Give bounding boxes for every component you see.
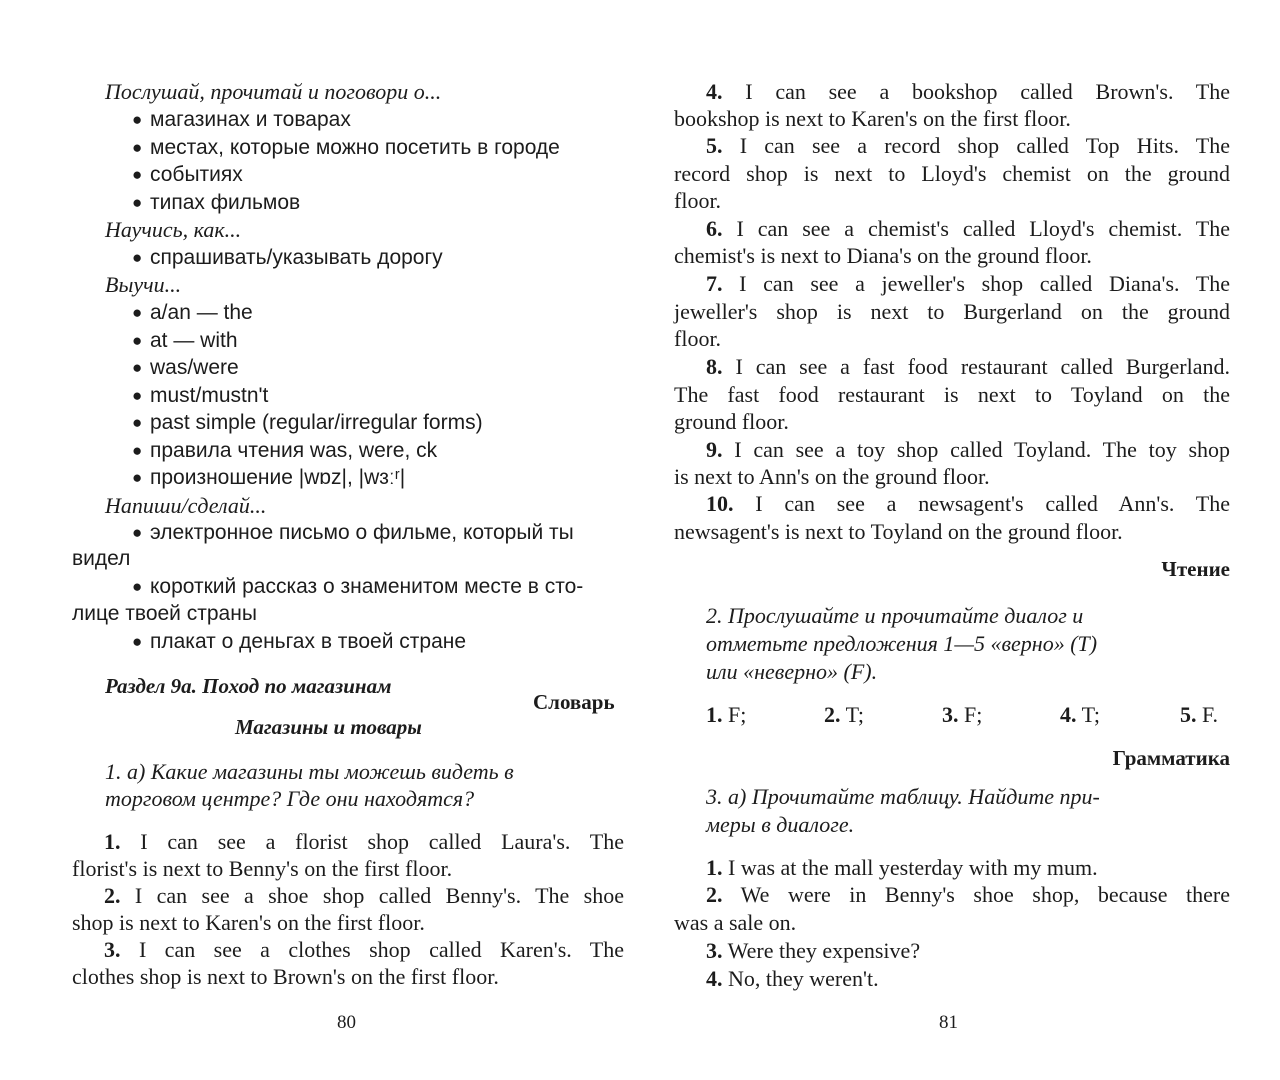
study-heading: Выучи... [105, 272, 182, 297]
study-item: ● a/an — the [132, 301, 253, 324]
answer-line: ground floor. [674, 409, 789, 434]
answer-line: 9. I can see a toy shop called Toyland. The toy shop [706, 437, 1231, 462]
answer-line: florist's is next to Benny's on the first floor. [72, 856, 453, 881]
answer-line: 5. I can see a record shop called Top Hits. The [706, 133, 1230, 158]
tf-answer: 4. T; [1060, 702, 1100, 727]
how-item: ● спрашивать/указывать дорогу [132, 246, 443, 269]
tf-answer: 5. F. [1180, 702, 1218, 727]
tf-answer: 3. F; [942, 702, 983, 727]
topic-item: ● местах, которые можно посетить в городе [132, 136, 560, 159]
answer-line: floor. [674, 326, 722, 351]
learn-how-heading: Научись, как... [105, 217, 242, 242]
grammar-sentence: 2. We were in Benny's shoe shop, because there [706, 882, 1231, 907]
task2-line: отметьте предложения 1—5 «верно» (T) [706, 631, 1098, 656]
study-item: ● was/were [132, 356, 239, 379]
answer-line: newsagent's is next to Toyland on the ground floor. [674, 519, 1123, 544]
answer-line: 8. I can see a fast food restaurant called Burgerland. [706, 354, 1231, 379]
page-number: 80 [337, 1012, 356, 1033]
answer-line: 2. I can see a shoe shop called Benny's. The shoe [104, 883, 625, 908]
study-item: ● must/mustn't [132, 384, 269, 407]
answer-line: bookshop is next to Karen's on the first floor. [674, 106, 1071, 131]
write-heading: Напиши/сделай... [105, 493, 267, 518]
grammar-sentence: 3. Were they expensive? [706, 938, 921, 963]
tf-answer: 2. T; [824, 702, 864, 727]
page-number: 81 [939, 1012, 958, 1033]
grammar-sentence: 1. I was at the mall yesterday with my mum. [706, 855, 1098, 880]
answer-line: is next to Ann's on the ground floor. [674, 464, 990, 489]
tf-answer: 1. F; [706, 702, 747, 727]
study-item: ● at — with [132, 329, 238, 352]
topic-item: ● событиях [132, 163, 243, 186]
answer-line: shop is next to Karen's on the first floor. [72, 910, 425, 935]
answer-line: 7. I can see a jeweller's shop called Diana's. The [706, 271, 1230, 296]
study-item: ● правила чтения was, were, ck [132, 439, 438, 462]
answer-line: The fast food restaurant is next to Toyland on the [674, 382, 1230, 407]
write-item-cont: лице твоей страны [72, 602, 257, 625]
subsection-title: Магазины и товары [235, 715, 422, 739]
write-item-cont: видел [72, 547, 131, 570]
write-item: ● плакат о деньгах в твоей стране [132, 630, 467, 653]
right-page [640, 0, 1280, 1080]
task2-line: или «неверно» (F). [706, 659, 878, 684]
learn-heading: Послушай, прочитай и поговори о... [105, 79, 442, 104]
answer-line: 3. I can see a clothes shop called Karen's. The [104, 937, 625, 962]
task1-line: 1. а) Какие магазины ты можешь видеть в [105, 759, 514, 784]
answer-line: floor. [674, 188, 722, 213]
grammar-sentence-cont: was a sale on. [674, 910, 797, 935]
write-item: ● короткий рассказ о знаменитом месте в сто- [132, 575, 584, 598]
section-title: Раздел 9а. Поход по магазинам [105, 674, 392, 698]
task1-line: торговом центре? Где они находятся? [105, 786, 475, 811]
answer-line: chemist's is next to Diana's on the ground floor. [674, 243, 1092, 268]
write-item: ● электронное письмо о фильме, который ты [132, 521, 574, 544]
reading-heading: Чтение [1161, 557, 1230, 581]
topic-item: ● типах фильмов [132, 191, 301, 214]
study-item: ● произношение |wɒz|, |wɜːʳ| [132, 466, 406, 489]
answer-line: clothes shop is next to Brown's on the first floor. [72, 964, 499, 989]
grammar-heading: Грамматика [1112, 746, 1230, 770]
task3-line: 3. а) Прочитайте таблицу. Найдите при- [706, 784, 1100, 809]
answer-line: 4. I can see a bookshop called Brown's. The [706, 79, 1230, 104]
grammar-sentence: 4. No, they weren't. [706, 966, 879, 991]
task2-line: 2. Прослушайте и прочитайте диалог и [706, 603, 1084, 628]
vocab-label: Словарь [533, 690, 615, 714]
answer-line: 6. I can see a chemist's called Lloyd's chemist. The [706, 216, 1231, 241]
answer-line: 10. I can see a newsagent's called Ann's. The [706, 491, 1230, 516]
answer-line: record shop is next to Lloyd's chemist on the ground [674, 161, 1230, 186]
topic-item: ● магазинах и товарах [132, 108, 351, 131]
answer-line: 1. I can see a florist shop called Laura's. The [104, 829, 624, 854]
answer-line: jeweller's shop is next to Burgerland on the ground [674, 299, 1230, 324]
task3-line: меры в диалоге. [706, 812, 855, 837]
study-item: ● past simple (regular/irregular forms) [132, 411, 483, 434]
